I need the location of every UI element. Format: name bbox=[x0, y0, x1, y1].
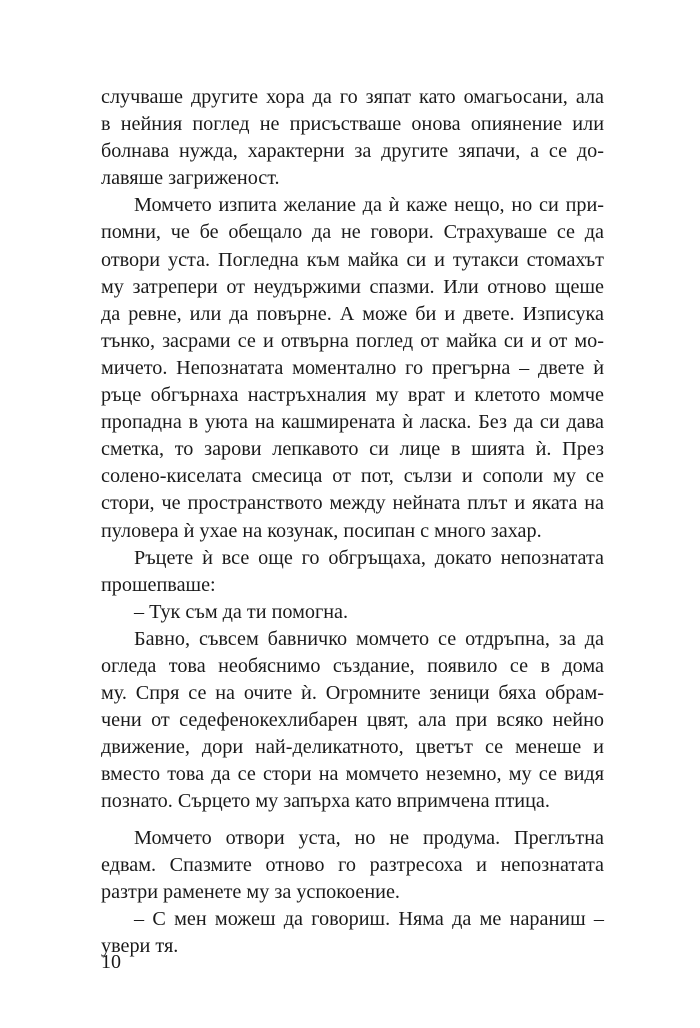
text-line: Момчето изпита желание да ѝ каже нещо, но си при- bbox=[134, 194, 604, 217]
text-line: Бавно, съвсем бавничко момчето се отдръпна, за да bbox=[134, 627, 604, 650]
text-line: лавяше загриженост. bbox=[101, 167, 280, 190]
text-line: огледа това необяснимо създание, появило се в дома bbox=[101, 654, 604, 677]
text-line: да ревне, или да повърне. А може би и двете. Изписука bbox=[101, 302, 604, 325]
text-line: – С мен можеш да говориш. Няма да ме нараниш – bbox=[134, 907, 604, 930]
page-number: 10 bbox=[101, 951, 121, 973]
text-line: познато. Сърцето му запърха като впримчена птица. bbox=[101, 790, 550, 813]
text-line: сметка, то зарови лепкавото си лице в шията ѝ. През bbox=[101, 438, 604, 461]
text-line: в нейния поглед не присъстваше онова опиянение или bbox=[101, 113, 604, 136]
text-line: Момчето отвори уста, но не продума. Преглътна bbox=[134, 826, 604, 849]
text-line: чени от седефенокехлибарен цвят, ала при всяко нейно bbox=[101, 709, 604, 732]
text-line: прошепваше: bbox=[101, 573, 216, 596]
text-line: болнава нужда, характерни за другите зяпачи, а се до- bbox=[101, 140, 604, 163]
text-line: му. Спря се на очите ѝ. Огромните зеници бяха обрам- bbox=[101, 682, 604, 705]
text-line: му затрепери от неудържими спазми. Или отново щеше bbox=[101, 275, 604, 298]
text-line: пуловера ѝ ухае на козунак, посипан с много захар. bbox=[101, 519, 542, 542]
text-line: едвам. Спазмите отново го разтресоха и непознатата bbox=[101, 853, 604, 876]
text-line: стори, че пространството между нейната плът и яката на bbox=[101, 492, 604, 515]
text-line: мичето. Непознатата моментално го прегърна – двете ѝ bbox=[101, 356, 604, 379]
text-line: случваше другите хора да го зяпат като омагьосани, ала bbox=[101, 86, 604, 108]
text-line: – Тук съм да ти помогна. bbox=[134, 600, 349, 623]
paragraph-gap bbox=[101, 816, 604, 825]
text-line: помни, че бе обещало да не говори. Страхуваше се да bbox=[101, 221, 604, 244]
text-line: Ръцете ѝ все още го обгръщаха, докато непознатата bbox=[134, 546, 604, 569]
text-line: движение, дори най-деликатното, цветът се менеше и bbox=[101, 736, 604, 759]
text-line: пропадна в уюта на кашмирената ѝ ласка. Без да си дава bbox=[101, 411, 604, 434]
body-text bbox=[101, 84, 604, 960]
text-line: тънко, засрами се и отвърна поглед от майка си и от мо- bbox=[101, 329, 604, 352]
text-line: разтри раменете му за успокоение. bbox=[101, 880, 400, 903]
text-line: солено-киселата смесица от пот, сълзи и сополи му се bbox=[101, 465, 604, 488]
text-line: увери тя. bbox=[101, 934, 179, 957]
text-line: вместо това да се стори на момчето неземно, му се видя bbox=[101, 763, 604, 786]
text-line: отвори уста. Погледна към майка си и тутакси стомахът bbox=[101, 248, 604, 271]
text-line: ръце обгърнаха настръхналия му врат и клетото момче bbox=[101, 384, 604, 407]
